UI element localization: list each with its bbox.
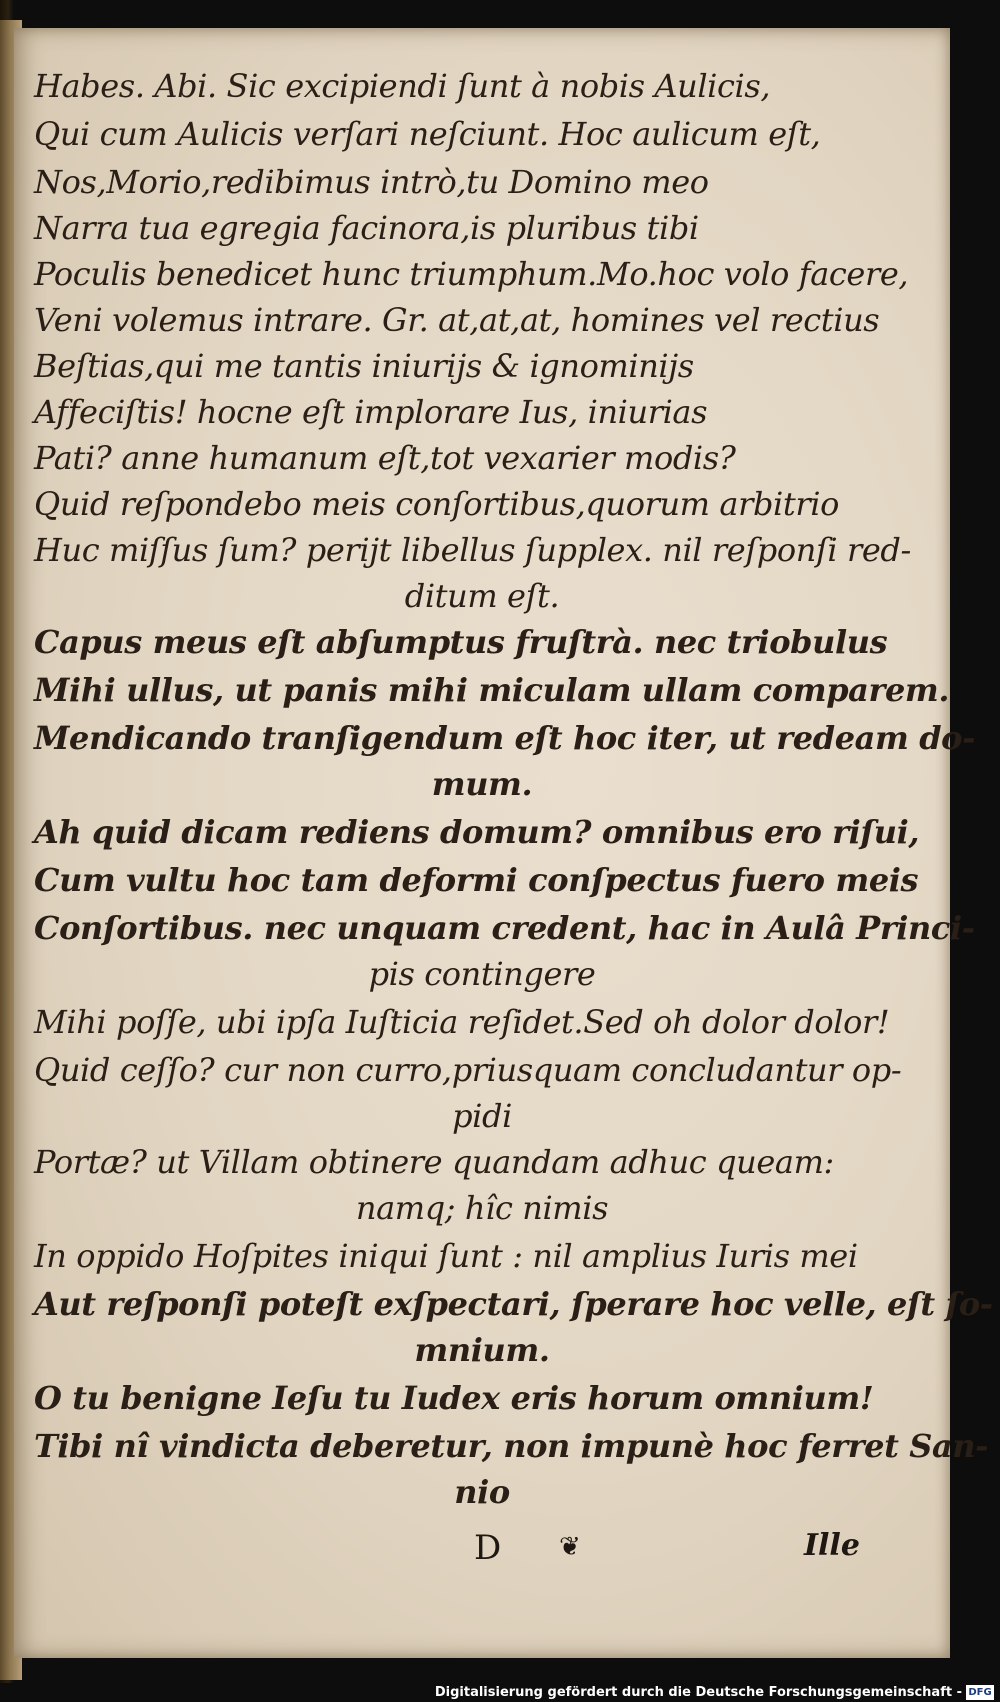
text-line: Affeciſtis! hocne eſt implorare Ius, iniurias <box>34 393 708 431</box>
text-line: Beſtias,qui me tantis iniurijs & ignominijs <box>34 347 694 385</box>
text-line: nio <box>454 1473 510 1511</box>
text-line: Ah quid dicam rediens domum? omnibus ero riſui, <box>34 813 920 851</box>
text-line: pidi <box>452 1097 512 1135</box>
book-page <box>14 28 993 1658</box>
signature-mark: D <box>474 1528 502 1568</box>
text-line: pis contingere <box>368 955 596 993</box>
text-line: Quid ceſſo? cur non curro,priusquam concludantur op- <box>34 1051 902 1089</box>
catchword: Ille <box>804 1528 860 1563</box>
text-line: Cum vultu hoc tam deformi conſpectus fuero meis <box>34 861 919 899</box>
text-line: Aut reſponſi poteſt exſpectari, ſperare hoc velle, eſt ſo- <box>34 1285 993 1323</box>
text-line: Habes. Abi. Sic excipiendi ſunt à nobis Aulicis, <box>34 67 771 105</box>
text-line: Poculis benedicet hunc triumphum.Mo.hoc volo facere, <box>34 255 909 293</box>
text-line: namq; hîc nimis <box>355 1189 609 1227</box>
text-line: Veni volemus intrare. Gr. at,at,at, homines vel rectius <box>34 301 880 339</box>
text-line: Mendicando tranſigendum eſt hoc iter, ut redeam do- <box>34 719 975 757</box>
text-line: mum. <box>431 765 533 803</box>
text-line: Capus meus eſt abſumptus fruſtrà. nec triobulus <box>34 623 888 661</box>
fleuron-icon: ❦ <box>559 1532 581 1562</box>
text-block <box>14 28 993 1658</box>
text-line: In oppido Hoſpites iniqui ſunt : nil amplius Iuris mei <box>34 1237 858 1275</box>
text-line: Mihi ullus, ut panis mihi miculam ullam comparem. <box>34 671 950 709</box>
text-line: Nos,Morio,redibimus intrò,tu Domino meo <box>34 163 709 201</box>
dfg-logo: DFG <box>966 1685 994 1700</box>
text-line: Quid reſpondebo meis conſortibus,quorum arbitrio <box>34 485 839 523</box>
text-line: Tibi nî vindicta deberetur, non impunè hoc ferret San- <box>34 1427 989 1465</box>
digitization-credit: Digitalisierung gefördert durch die Deutsche Forschungsgemeinschaft - <box>434 1685 962 1700</box>
text-line: ditum eſt. <box>404 577 560 615</box>
text-line: Pati? anne humanum eſt,tot vexarier modis? <box>34 439 736 477</box>
text-line: mnium. <box>414 1331 550 1369</box>
text-line: Mihi poſſe, ubi ipſa Iuſticia reſidet.Sed oh dolor dolor! <box>34 1003 890 1041</box>
text-line: Huc miſſus ſum? perijt libellus ſupplex. nil reſponſi red- <box>34 531 911 569</box>
text-line: Narra tua egregia facinora,is pluribus tibi <box>34 209 699 247</box>
text-line: Qui cum Aulicis verſari neſciunt. Hoc aulicum eſt, <box>34 115 821 153</box>
text-line: O tu benigne Ieſu tu Iudex eris horum omnium! <box>34 1379 874 1417</box>
text-line: Conſortibus. nec unquam credent, hac in Aulâ Princi- <box>34 909 975 947</box>
text-line: Portæ? ut Villam obtinere quandam adhuc queam: <box>34 1143 834 1181</box>
